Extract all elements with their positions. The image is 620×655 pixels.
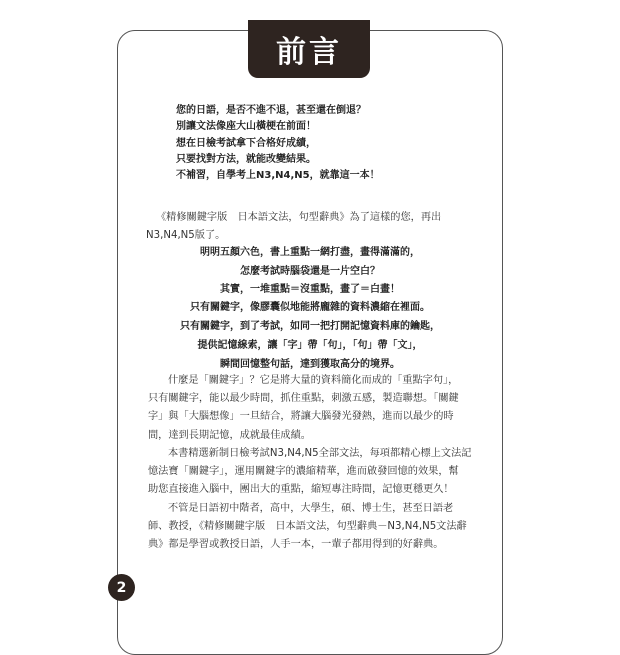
intro-block xyxy=(176,103,380,184)
paragraph-line: 不管是日語初中階者，高中，大學生，碩、博士生，甚至日語老 xyxy=(168,503,454,514)
paragraph-line: 間，達到長期記憶，成就最佳成績。 xyxy=(148,429,311,441)
intro-line: 您的日語，是否不進不退，甚至還在倒退？ xyxy=(176,105,366,116)
paragraph-line: 只有關鍵字，能以最少時間，抓住重點，刺激五感，製造聯想。「關鍵 xyxy=(148,393,459,405)
paragraph-line: 什麼是「關鍵字」？它是將大量的資料簡化而成的「重點字句」， xyxy=(168,375,459,386)
intro-line: 想在日檢考試拿下合格好成績， xyxy=(176,137,316,149)
intro-line: 只要找對方法，就能改變結果。 xyxy=(176,153,316,165)
page-number-badge xyxy=(108,574,135,601)
center-block-3 xyxy=(148,298,472,374)
paragraph-line: 憶法寶「關鍵字」，運用關鍵字的濃縮精華，進而啟發回憶的效果，幫 xyxy=(148,466,459,478)
intro-line: 不補習，自學考上N3,N4,N5，就靠這一本！ xyxy=(176,170,380,182)
paragraph-line: 本書精選新制日檢考試N3,N4,N5全部文法，每項都精心標上文法記 xyxy=(168,448,472,459)
center-block-1 xyxy=(148,243,472,281)
paragraph-line: 師、教授，《精修關鍵字版 日本語文法，句型辭典－N3,N4,N5文法辭 xyxy=(148,521,467,533)
paragraph-line: 字」與「大腦想像」一旦結合，將讓大腦發光發熱，進而以最少的時 xyxy=(148,411,454,423)
intro-line: 別讓文法像座大山橫梗在前面！ xyxy=(176,121,316,133)
center-line: 怎麼考試時腦袋還是一片空白？ xyxy=(240,266,380,277)
paragraph-line: N3,N4,N5版了。 xyxy=(146,230,226,242)
paragraph-line: 助您直接進入腦中，團出大的重點，縮短專注時間，記憶更穩更久！ xyxy=(148,484,454,496)
center-line: 只有關鍵字，到了考試，如同一把打開記憶資料庫的鑰匙， xyxy=(180,321,440,332)
center-line: 明明五顏六色，書上重點一網打盡，畫得滿滿的， xyxy=(200,247,420,258)
paragraph-2 xyxy=(148,372,472,445)
page-title: 前言 xyxy=(276,35,342,70)
center-line: 其實，一堆重點＝沒重點，畫了＝白畫！ xyxy=(220,284,400,295)
center-block-2 xyxy=(148,280,472,299)
center-line: 提供記憶線索，讓「字」帶「句」，「句」帶「文」， xyxy=(197,340,423,351)
title-tab xyxy=(248,20,370,78)
page-number: 2 xyxy=(116,579,127,596)
paragraph-3 xyxy=(148,445,472,500)
paragraph-line: 《精修關鍵字版 日本語文法，句型辭典》為了這樣的您，再出 xyxy=(156,212,442,223)
center-line: 只有關鍵字，像膠囊似地能將龐雜的資料濃縮在裡面。 xyxy=(190,302,430,313)
paragraph-1 xyxy=(146,209,442,245)
paragraph-4 xyxy=(148,500,472,555)
paragraph-line: 典》都是學習或教授日語，人手一本，一輩子都用得到的好辭典。 xyxy=(148,539,444,551)
center-line: 瞬間回憶整句話，達到獲取高分的境界。 xyxy=(220,359,400,370)
